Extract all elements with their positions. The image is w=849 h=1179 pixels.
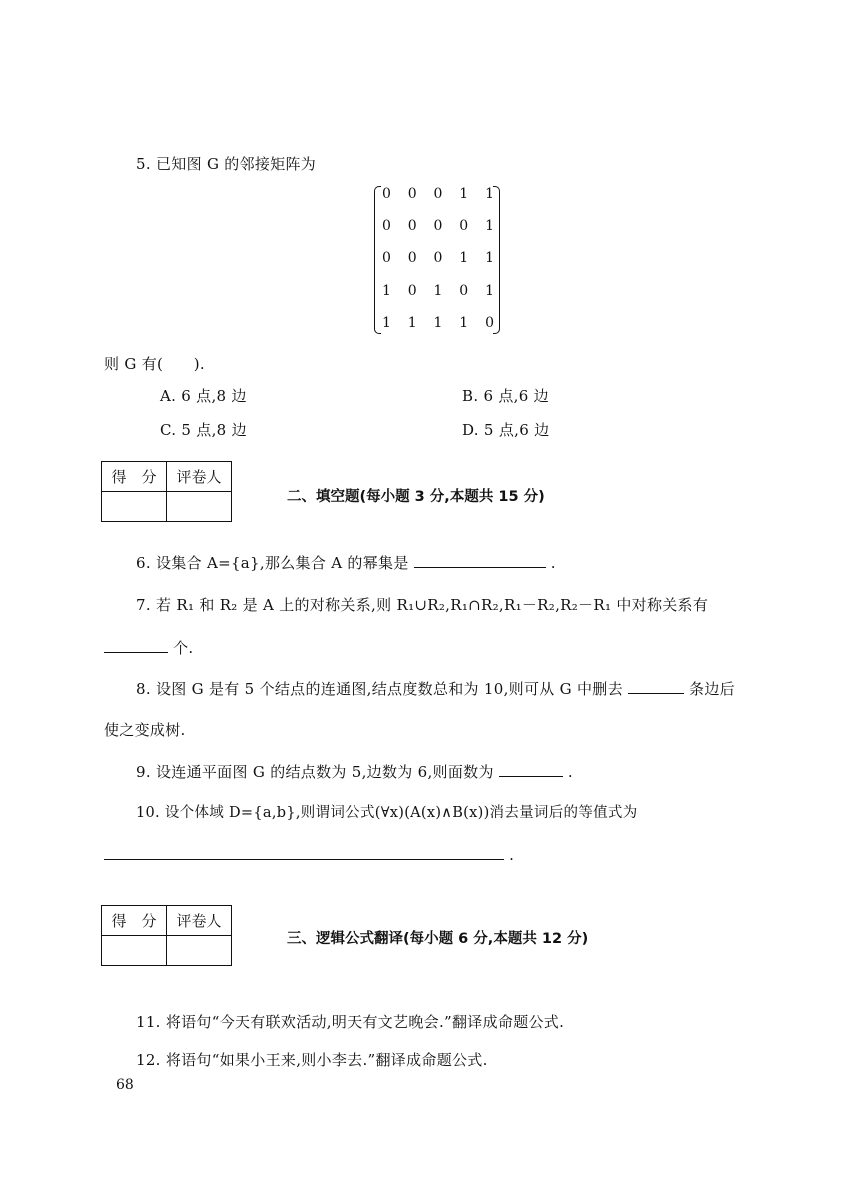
matrix-row: 0 0 0 0 1 bbox=[382, 218, 494, 234]
score-cell[interactable] bbox=[102, 492, 167, 522]
matrix-right-bracket bbox=[493, 186, 500, 334]
q7-end: 个. bbox=[173, 639, 194, 657]
matrix-row: 0 0 0 1 1 bbox=[382, 250, 494, 266]
q6-text: 6. 设集合 A={a},那么集合 A 的幂集是 bbox=[136, 554, 409, 572]
q5-option-d: D. 5 点,6 边 bbox=[462, 421, 550, 439]
q9-answer-blank[interactable] bbox=[499, 760, 563, 777]
q6-end: . bbox=[550, 554, 556, 572]
grader-label: 评卷人 bbox=[167, 462, 232, 492]
q9-line bbox=[136, 760, 573, 782]
matrix-row: 0 0 0 1 1 bbox=[382, 186, 494, 202]
q9-text: 9. 设连通平面图 G 的结点数为 5,边数为 6,则面数为 bbox=[136, 763, 494, 781]
matrix-left-bracket bbox=[374, 186, 381, 334]
q10-line2 bbox=[104, 843, 514, 864]
score-box-2 bbox=[101, 905, 232, 966]
matrix-row: 1 1 1 1 0 bbox=[382, 315, 494, 331]
page-number: 68 bbox=[116, 1077, 134, 1093]
q10-line1: 10. 设个体域 D={a,b},则谓词公式(∀x)(A(x)∧B(x))消去量词后的等值式为 bbox=[136, 805, 638, 821]
q8-end: 条边后 bbox=[689, 680, 735, 698]
q8-text: 8. 设图 G 是有 5 个结点的连通图,结点度数总和为 10,则可从 G 中删去 bbox=[136, 680, 623, 698]
q10-end: . bbox=[509, 846, 515, 864]
q5-option-a: A. 6 点,8 边 bbox=[160, 387, 247, 405]
q12-text: 12. 将语句“如果小王来,则小李去.”翻译成命题公式. bbox=[136, 1051, 488, 1069]
score-label: 得 分 bbox=[102, 906, 167, 936]
q9-end: . bbox=[567, 763, 573, 781]
q7-answer-blank[interactable] bbox=[104, 636, 168, 653]
adjacency-matrix bbox=[374, 184, 500, 336]
section-3-title: 三、逻辑公式翻译(每小题 6 分,本题共 12 分) bbox=[287, 931, 589, 947]
q5-option-c: C. 5 点,8 边 bbox=[160, 421, 247, 439]
q8-line2: 使之变成树. bbox=[104, 721, 186, 739]
q11-text: 11. 将语句“今天有联欢活动,明天有文艺晚会.”翻译成命题公式. bbox=[136, 1013, 565, 1031]
q6-line bbox=[136, 551, 556, 573]
q5-stem: 5. 已知图 G 的邻接矩阵为 bbox=[136, 155, 317, 173]
q8-answer-blank[interactable] bbox=[628, 677, 684, 694]
score-label: 得 分 bbox=[102, 462, 167, 492]
q8-line1 bbox=[136, 677, 735, 699]
grader-cell[interactable] bbox=[167, 936, 232, 966]
q10-answer-blank[interactable] bbox=[104, 843, 504, 860]
q7-line1: 7. 若 R₁ 和 R₂ 是 A 上的对称关系,则 R₁∪R₂,R₁∩R₂,R₁－R₂,R₂－R₁ 中对称关系有 bbox=[136, 596, 709, 614]
section-2-title: 二、填空题(每小题 3 分,本题共 15 分) bbox=[287, 489, 545, 505]
q6-answer-blank[interactable] bbox=[414, 551, 546, 568]
q5-then: 则 G 有( ). bbox=[104, 355, 205, 373]
q7-line2 bbox=[104, 636, 193, 658]
q5-option-b: B. 6 点,6 边 bbox=[462, 387, 549, 405]
score-cell[interactable] bbox=[102, 936, 167, 966]
grader-cell[interactable] bbox=[167, 492, 232, 522]
score-box bbox=[101, 461, 232, 522]
grader-label: 评卷人 bbox=[167, 906, 232, 936]
matrix-row: 1 0 1 0 1 bbox=[382, 283, 494, 299]
